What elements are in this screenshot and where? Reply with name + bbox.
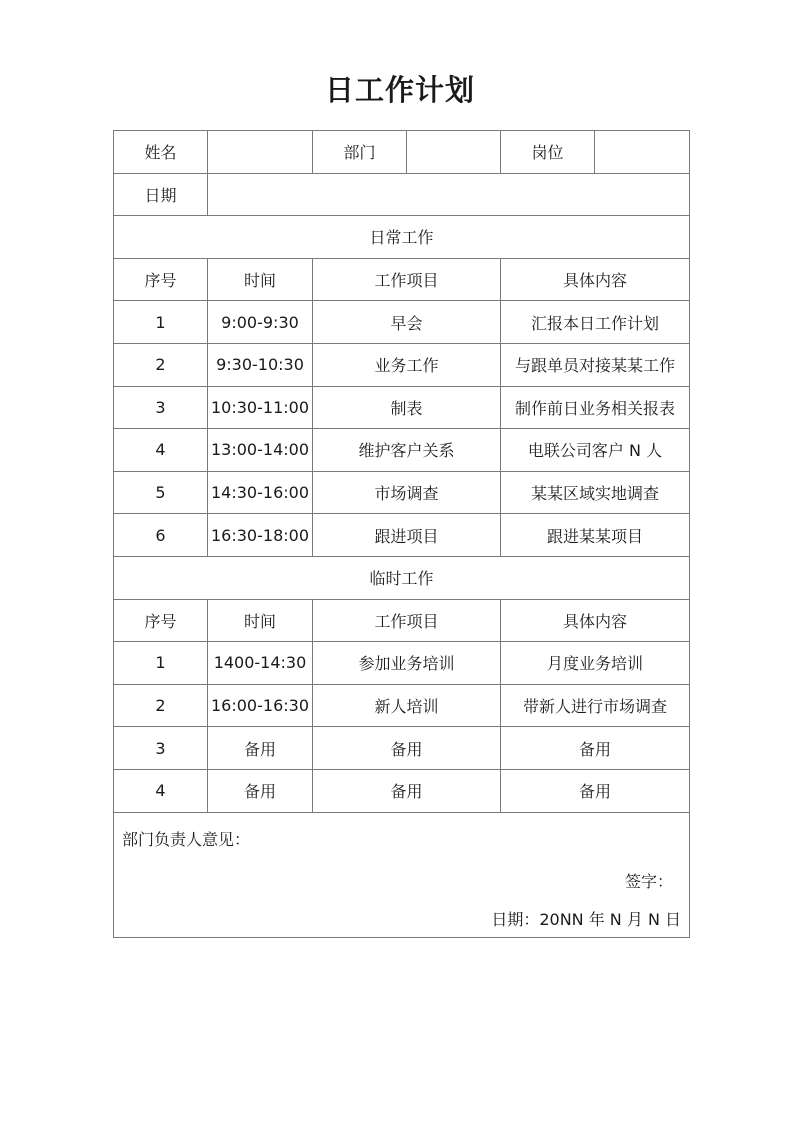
column-header-content: 具体内容 — [501, 258, 690, 301]
row-no: 6 — [114, 514, 208, 557]
row-content: 月度业务培训 — [501, 642, 690, 685]
table-row — [114, 684, 690, 727]
column-header-no: 序号 — [114, 258, 208, 301]
work-plan-table — [113, 130, 690, 938]
row-time: 9:30-10:30 — [208, 343, 313, 386]
row-item: 备用 — [313, 769, 501, 812]
row-item: 业务工作 — [313, 343, 501, 386]
row-content: 与跟单员对接某某工作 — [501, 343, 690, 386]
row-no: 2 — [114, 684, 208, 727]
row-content: 制作前日业务相关报表 — [501, 386, 690, 429]
opinion-date: 日期：20NN 年 N 月 N 日 — [491, 909, 681, 929]
row-item: 备用 — [313, 727, 501, 770]
position-label: 岗位 — [501, 131, 595, 174]
row-no: 3 — [114, 386, 208, 429]
column-header-no: 序号 — [114, 599, 208, 642]
row-item: 新人培训 — [313, 684, 501, 727]
row-no: 2 — [114, 343, 208, 386]
column-header-time: 时间 — [208, 258, 313, 301]
temp-column-headers — [114, 599, 690, 642]
table-row — [114, 386, 690, 429]
column-header-content: 具体内容 — [501, 599, 690, 642]
row-no: 5 — [114, 471, 208, 514]
column-header-item: 工作项目 — [313, 258, 501, 301]
daily-column-headers — [114, 258, 690, 301]
row-no: 1 — [114, 642, 208, 685]
row-time: 10:30-11:00 — [208, 386, 313, 429]
header-row-date — [114, 173, 690, 216]
row-time: 14:30-16:00 — [208, 471, 313, 514]
row-no: 4 — [114, 429, 208, 472]
row-item: 维护客户关系 — [313, 429, 501, 472]
dept-field[interactable] — [407, 131, 501, 174]
row-time: 16:00-16:30 — [208, 684, 313, 727]
table-row — [114, 642, 690, 685]
row-content: 跟进某某项目 — [501, 514, 690, 557]
row-time: 备用 — [208, 727, 313, 770]
date-label: 日期 — [114, 173, 208, 216]
row-time: 16:30-18:00 — [208, 514, 313, 557]
page-title: 日工作计划 — [324, 73, 475, 107]
row-time: 1400-14:30 — [208, 642, 313, 685]
name-field[interactable] — [208, 131, 313, 174]
dept-label: 部门 — [313, 131, 407, 174]
row-time: 13:00-14:00 — [208, 429, 313, 472]
row-no: 4 — [114, 769, 208, 812]
temp-section-title: 临时工作 — [114, 556, 690, 599]
name-label: 姓名 — [114, 131, 208, 174]
row-item: 早会 — [313, 301, 501, 344]
row-no: 3 — [114, 727, 208, 770]
table-row — [114, 343, 690, 386]
table-row — [114, 514, 690, 557]
table-row — [114, 727, 690, 770]
table-row — [114, 471, 690, 514]
row-content: 某某区域实地调查 — [501, 471, 690, 514]
position-field[interactable] — [595, 131, 690, 174]
opinion-label: 部门负责人意见： — [122, 829, 251, 849]
row-content: 备用 — [501, 769, 690, 812]
section-daily — [114, 216, 690, 259]
row-content: 汇报本日工作计划 — [501, 301, 690, 344]
row-content: 备用 — [501, 727, 690, 770]
date-field[interactable] — [208, 173, 690, 216]
row-no: 1 — [114, 301, 208, 344]
section-temp — [114, 556, 690, 599]
row-item: 市场调查 — [313, 471, 501, 514]
table-row — [114, 301, 690, 344]
row-item: 参加业务培训 — [313, 642, 501, 685]
table-row — [114, 769, 690, 812]
daily-section-title: 日常工作 — [114, 216, 690, 259]
signature-label: 签字： — [624, 871, 673, 891]
row-item: 跟进项目 — [313, 514, 501, 557]
row-item: 制表 — [313, 386, 501, 429]
row-time: 备用 — [208, 769, 313, 812]
opinion-box[interactable] — [114, 812, 690, 937]
row-time: 9:00-9:30 — [208, 301, 313, 344]
header-row-basic — [114, 131, 690, 174]
row-content: 带新人进行市场调查 — [501, 684, 690, 727]
column-header-item: 工作项目 — [313, 599, 501, 642]
row-content: 电联公司客户 N 人 — [501, 429, 690, 472]
table-row — [114, 429, 690, 472]
column-header-time: 时间 — [208, 599, 313, 642]
opinion-row — [114, 812, 690, 937]
